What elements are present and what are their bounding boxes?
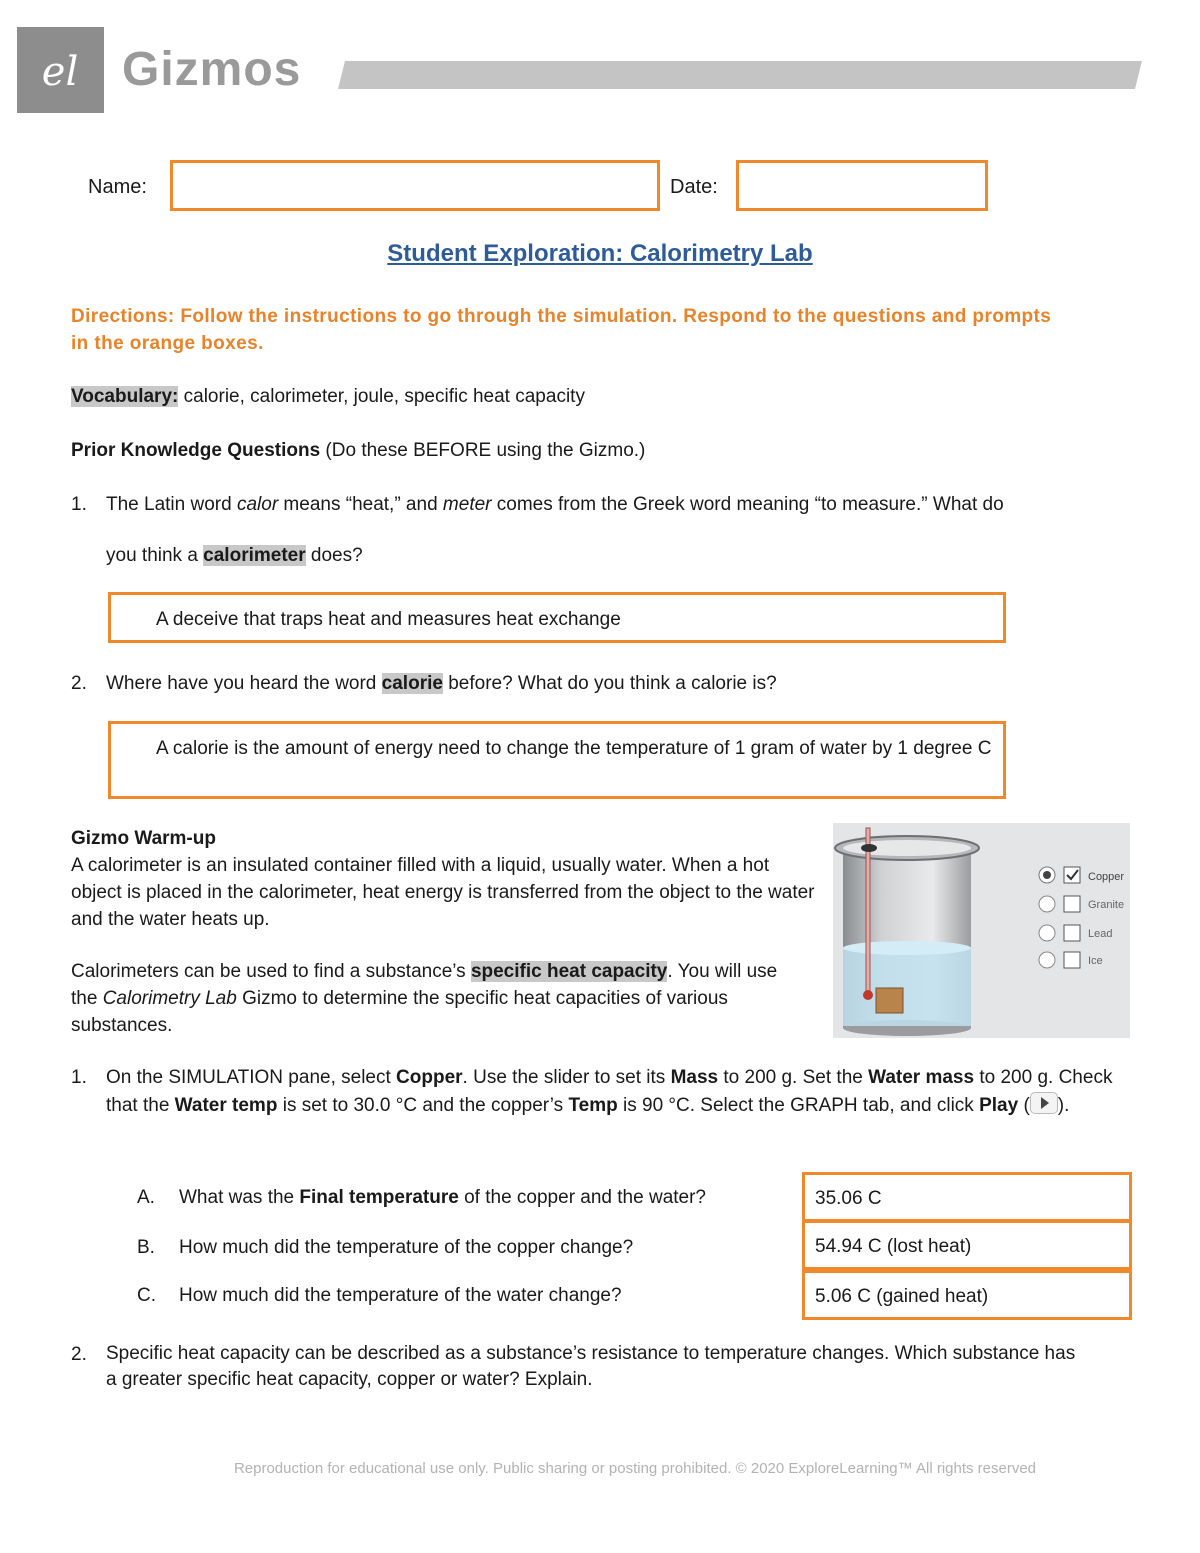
logo-text: el <box>41 49 79 95</box>
prior-heading-note: (Do these BEFORE using the Gizmo.) <box>320 440 646 461</box>
pk-q2-t2: before? What do you think a calorie is? <box>442 673 777 694</box>
date-label: Date: <box>670 176 718 198</box>
warmup-p2c: Gizmo to determine the specific heat capacities of various substances. <box>71 988 728 1036</box>
warmup-p2a: Calorimeters can be used to find a substance’s <box>71 961 471 982</box>
act-q1-l: Play <box>979 1095 1019 1116</box>
warmup-p2-gizmo: Calorimetry Lab <box>102 988 237 1009</box>
act-q1-e: to 200 g. Set the <box>718 1067 869 1088</box>
act-q1-k: is 90 °C. Select the GRAPH tab, and click <box>617 1095 980 1116</box>
answer-table <box>802 1172 1132 1320</box>
option-lead: Lead <box>1088 928 1113 940</box>
option-ice: Ice <box>1088 955 1103 967</box>
gizmos-logo-icon <box>17 27 104 113</box>
sub-c-answer-box[interactable] <box>802 1270 1132 1320</box>
act-q1-m: ( <box>1018 1095 1030 1116</box>
prior-knowledge-heading <box>71 437 645 464</box>
calorimeter-simulation-image <box>833 823 1130 1038</box>
vocabulary-terms: calorie, calorimeter, joule, specific heat capacity <box>178 386 585 407</box>
pk-q1-calor: calor <box>236 494 279 515</box>
name-label: Name: <box>88 176 147 198</box>
sub-c-answer: 5.06 C (gained heat) <box>815 1286 989 1307</box>
option-copper: Copper <box>1088 871 1125 883</box>
warmup-p1: A calorimeter is an insulated container filled with a liquid, usually water. When a hot object is placed in the calorimeter, heat energy is transferred from the object to the water and the water heats up. <box>71 855 815 930</box>
pk-q1-t3: comes from the Greek word meaning “to measure.” What do <box>491 494 1004 515</box>
sub-b-letter: B. <box>137 1237 155 1258</box>
pk-q1-term: calorimeter <box>203 545 306 566</box>
act-q1-d: Mass <box>670 1067 719 1088</box>
pk-q2-term: calorie <box>381 673 443 694</box>
vocabulary-label: Vocabulary: <box>71 386 179 407</box>
pk-q1-answer: A deceive that traps heat and measures heat exchange <box>156 609 621 630</box>
pk-q1-t1: The Latin word <box>106 494 237 515</box>
act-q1-text <box>106 1064 1121 1120</box>
act-q1-i: is set to 30.0 °C and the copper’s <box>277 1095 569 1116</box>
act-q2-number: 2. <box>71 1344 87 1365</box>
act-q1-a: On the SIMULATION pane, select <box>106 1067 397 1088</box>
pk-q1-t5: does? <box>305 545 363 566</box>
pk-q2-text <box>106 670 777 697</box>
act-q1-b: Copper <box>396 1067 463 1088</box>
sub-a-letter: A. <box>137 1187 155 1208</box>
sub-a-question <box>179 1187 706 1209</box>
warmup-p2b: . You will use the <box>71 961 778 1009</box>
pk-q2-t1: Where have you heard the word <box>106 673 382 694</box>
act-q1-number: 1. <box>71 1067 87 1088</box>
date-field[interactable] <box>736 160 988 211</box>
sub-a-pre: What was the <box>179 1187 300 1208</box>
sub-b-answer: 54.94 C (lost heat) <box>815 1236 972 1257</box>
warmup-heading: Gizmo Warm-up <box>71 828 216 849</box>
sub-c-letter: C. <box>137 1285 156 1306</box>
act-q1-g: to 200 g. Check that the <box>106 1067 1113 1116</box>
name-field[interactable] <box>170 160 660 211</box>
pk-q1-t4: you think a <box>106 545 204 566</box>
act-q1-c: . Use the slider to set its <box>462 1067 671 1088</box>
warmup-p2 <box>71 958 806 1039</box>
pk-q1-number: 1. <box>71 494 87 515</box>
sub-c-question: How much did the temperature of the water change? <box>179 1285 622 1306</box>
pk-q1-t2: means “heat,” and <box>278 494 443 515</box>
brand-bar <box>338 61 1142 89</box>
act-q2-text: Specific heat capacity can be described as a substance’s resistance to temperature changes. Which substance has a greater specific heat capacity, copper or water? Explain. <box>106 1343 1076 1390</box>
pk-q2-answer-box[interactable] <box>108 721 1006 799</box>
pk-q1-line1 <box>106 491 1146 518</box>
play-icon <box>1030 1092 1058 1114</box>
pk-q1-meter: meter <box>442 494 492 515</box>
prior-heading-text: Prior Knowledge Questions <box>71 440 321 461</box>
vocabulary <box>71 383 585 410</box>
directions: Directions: Follow the instructions to go through the simulation. Respond to the questions and prompts in the orange boxes. <box>71 306 1052 354</box>
sub-a-bold: Final temperature <box>299 1187 459 1208</box>
pk-q2-answer: A calorie is the amount of energy need to change the temperature of 1 gram of water by 1 degree C <box>156 738 992 759</box>
sub-a-answer: 35.06 C <box>815 1188 882 1209</box>
act-q1-h: Water temp <box>174 1095 278 1116</box>
brand-name: Gizmos <box>122 43 302 96</box>
sub-b-question: How much did the temperature of the copper change? <box>179 1237 634 1258</box>
act-q1-f: Water mass <box>868 1067 975 1088</box>
sub-a-answer-box[interactable] <box>802 1172 1132 1222</box>
sub-a-post: of the copper and the water? <box>458 1187 706 1208</box>
pk-q1-answer-box[interactable] <box>108 592 1006 643</box>
sub-b-answer-box[interactable] <box>802 1220 1132 1270</box>
act-q1-n: ). <box>1057 1095 1070 1116</box>
option-granite: Granite <box>1088 899 1125 911</box>
pk-q2-number: 2. <box>71 673 87 694</box>
calorimeter-illustration <box>833 823 1130 1038</box>
warmup-p2-term: specific heat capacity <box>470 961 668 982</box>
footer: Reproduction for educational use only. Public sharing or posting prohibited. © 2020 ExploreLearning™ All rights reserved <box>233 1460 1037 1477</box>
act-q1-j: Temp <box>568 1095 618 1116</box>
pk-q1-line2 <box>106 542 363 569</box>
page-title: Student Exploration: Calorimetry Lab <box>387 240 813 267</box>
